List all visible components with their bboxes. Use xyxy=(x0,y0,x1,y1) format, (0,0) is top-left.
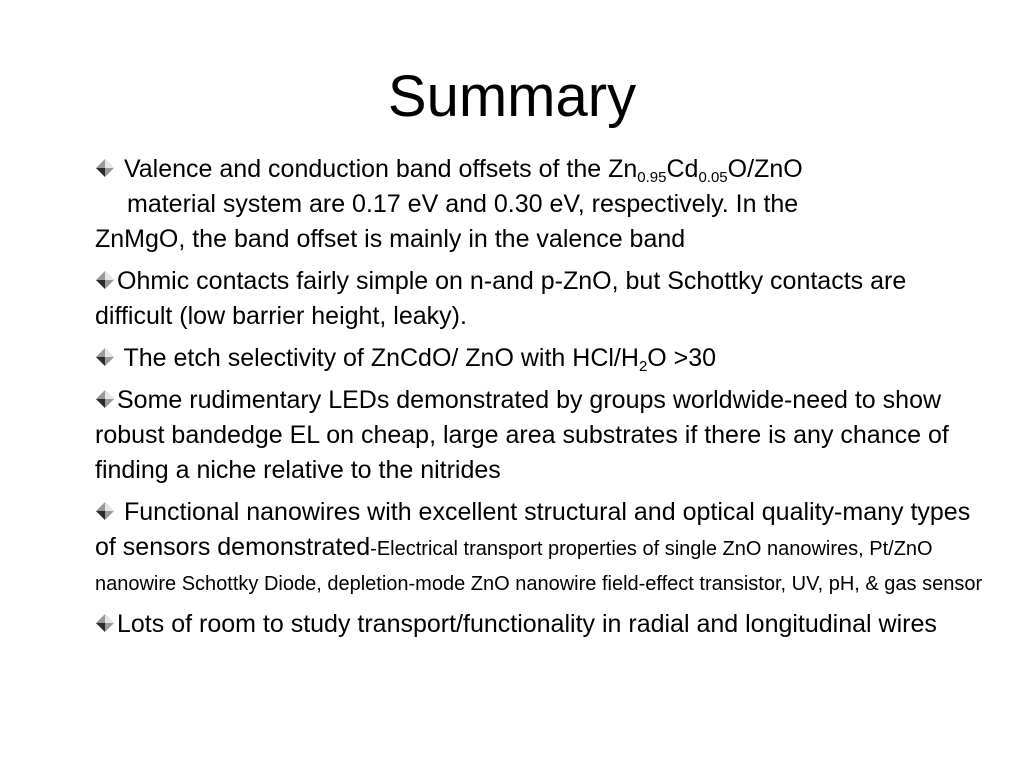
bullet-1-text-c: O/ZnO xyxy=(727,155,803,183)
bullet-3-subscript: 2 xyxy=(638,358,648,375)
bullet-5-text-b: -Electrical transport properties of single ZnO nanowires, Pt/ZnO nanowire Schottky Diode, depletion-mode ZnO nanowire field-effect transistor, UV, pH, & gas sensor xyxy=(95,538,983,595)
bullet-6-text: Lots of room to study transport/functionality in radial and longitudinal wires xyxy=(117,610,937,638)
bullet-3-text-b: O >30 xyxy=(647,344,717,372)
diamond-bullet-icon xyxy=(95,158,115,178)
diamond-bullet-icon xyxy=(95,501,115,521)
bullet-item xyxy=(95,607,990,642)
bullet-5-text-a: Functional nanowires with excellent structural and optical quality-many types of sensors demonstrated xyxy=(95,498,971,561)
bullet-4-text: Some rudimentary LEDs demonstrated by groups worldwide-need to show robust bandedge EL on cheap, large area substrates if there is any chance of finding a niche relative to the nitrides xyxy=(95,386,949,484)
bullet-1-subscript-1: 0.95 xyxy=(637,169,667,186)
bullet-list xyxy=(95,152,990,649)
diamond-bullet-icon xyxy=(95,270,115,290)
bullet-1-text-a: Valence and conduction band offsets of the Zn xyxy=(117,155,638,183)
bullet-3-text-a: The etch selectivity of ZnCdO/ ZnO with HCl/H xyxy=(117,344,639,372)
bullet-1-text-e: ZnMgO, the band offset is mainly in the valence band xyxy=(95,225,686,253)
bullet-2-text: Ohmic contacts fairly simple on n-and p-ZnO, but Schottky contacts are difficult (low barrier height, leaky). xyxy=(95,267,907,330)
bullet-item xyxy=(95,341,990,376)
bullet-1-text-d: material system are 0.17 eV and 0.30 eV, respectively. In the xyxy=(127,190,799,218)
diamond-bullet-icon xyxy=(95,347,115,367)
bullet-item xyxy=(95,152,990,257)
slide-title: Summary xyxy=(387,64,637,129)
bullet-item xyxy=(95,495,990,600)
bullet-item xyxy=(95,383,990,488)
bullet-1-subscript-2: 0.05 xyxy=(698,169,728,186)
diamond-bullet-icon xyxy=(95,613,115,633)
bullet-item xyxy=(95,264,990,334)
bullet-1-text-b: Cd xyxy=(666,155,699,183)
diamond-bullet-icon xyxy=(95,389,115,409)
